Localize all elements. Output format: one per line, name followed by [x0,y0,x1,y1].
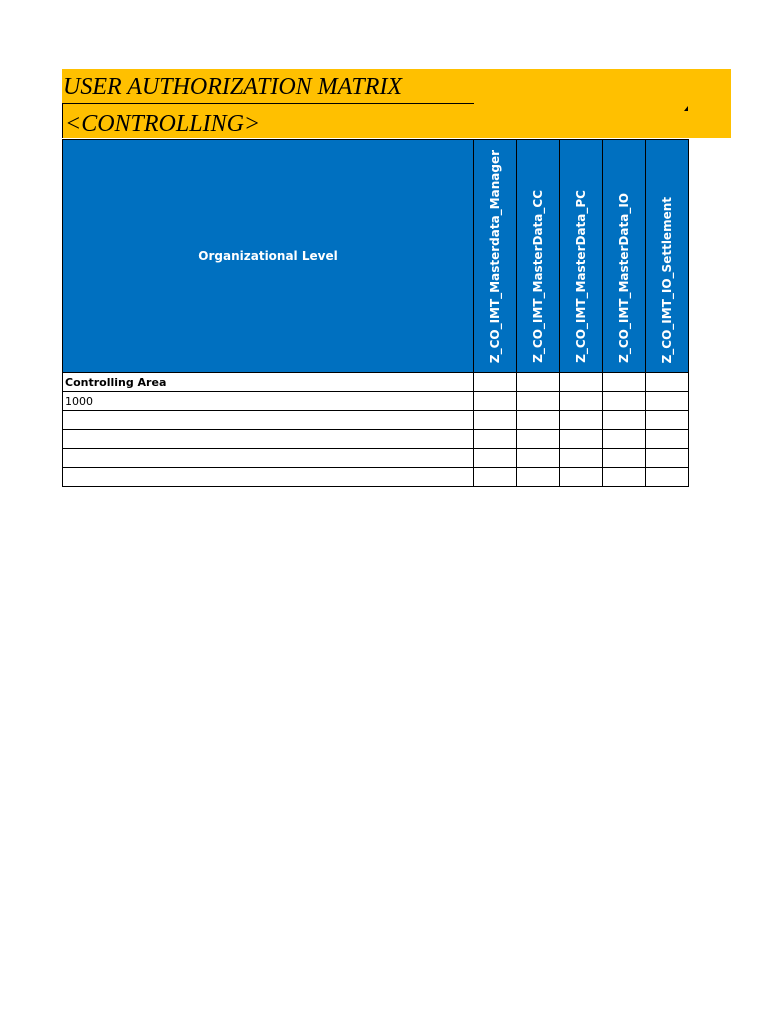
row-label: Controlling Area [63,373,474,392]
cell-corner-indicator-icon [684,106,688,111]
row-label[interactable] [63,411,474,430]
page-subtitle: <CONTROLLING> [65,111,261,137]
matrix-cell[interactable] [517,468,560,487]
matrix-cell[interactable] [560,392,603,411]
matrix-cell[interactable] [517,373,560,392]
table-row [63,392,689,411]
matrix-cell[interactable] [560,468,603,487]
role-header-label: Z_CO_IMT_IO_Settlement [660,196,674,363]
matrix-cell[interactable] [603,468,646,487]
matrix-cell[interactable] [560,411,603,430]
title-divider [62,103,474,104]
matrix-cell[interactable] [646,468,689,487]
matrix-cell[interactable] [603,449,646,468]
role-header-label: Z_CO_IMT_MasterData_IO [617,193,631,363]
matrix-cell[interactable] [646,430,689,449]
subtitle-cell-border [62,103,63,138]
matrix-cell[interactable] [517,392,560,411]
row-label[interactable] [63,430,474,449]
matrix-cell[interactable] [474,373,517,392]
matrix-cell[interactable] [603,430,646,449]
matrix-cell[interactable] [646,373,689,392]
matrix-cell[interactable] [603,411,646,430]
matrix-cell[interactable] [474,449,517,468]
authorization-matrix-table [62,139,689,487]
header-row [63,140,689,373]
role-header-label: Z_CO_IMT_MasterData_PC [574,190,588,363]
role-header-masterdata-cc [517,140,560,373]
role-header-masterdata-io [603,140,646,373]
table-row [63,468,689,487]
matrix-cell[interactable] [560,430,603,449]
org-level-header: Organizational Level [63,140,474,373]
table-row [63,449,689,468]
role-header-masterdata-manager [474,140,517,373]
row-label[interactable] [63,468,474,487]
page-title: USER AUTHORIZATION MATRIX [63,74,403,100]
table-row [63,373,689,392]
matrix-cell[interactable] [474,392,517,411]
matrix-cell[interactable] [517,449,560,468]
matrix-cell[interactable] [517,411,560,430]
matrix-cell[interactable] [517,430,560,449]
matrix-cell[interactable] [474,430,517,449]
role-header-label: Z_CO_IMT_Masterdata_Manager [488,149,502,363]
matrix-cell[interactable] [474,411,517,430]
matrix-cell[interactable] [603,392,646,411]
matrix-cell[interactable] [560,373,603,392]
matrix-cell[interactable] [474,468,517,487]
matrix-cell[interactable] [603,373,646,392]
row-label: 1000 [63,392,474,411]
matrix-cell[interactable] [646,449,689,468]
table-row [63,430,689,449]
row-label[interactable] [63,449,474,468]
matrix-cell[interactable] [560,449,603,468]
role-header-io-settlement [646,140,689,373]
table-row [63,411,689,430]
role-header-masterdata-pc [560,140,603,373]
matrix-cell[interactable] [646,392,689,411]
role-header-label: Z_CO_IMT_MasterData_CC [531,190,545,363]
matrix-cell[interactable] [646,411,689,430]
